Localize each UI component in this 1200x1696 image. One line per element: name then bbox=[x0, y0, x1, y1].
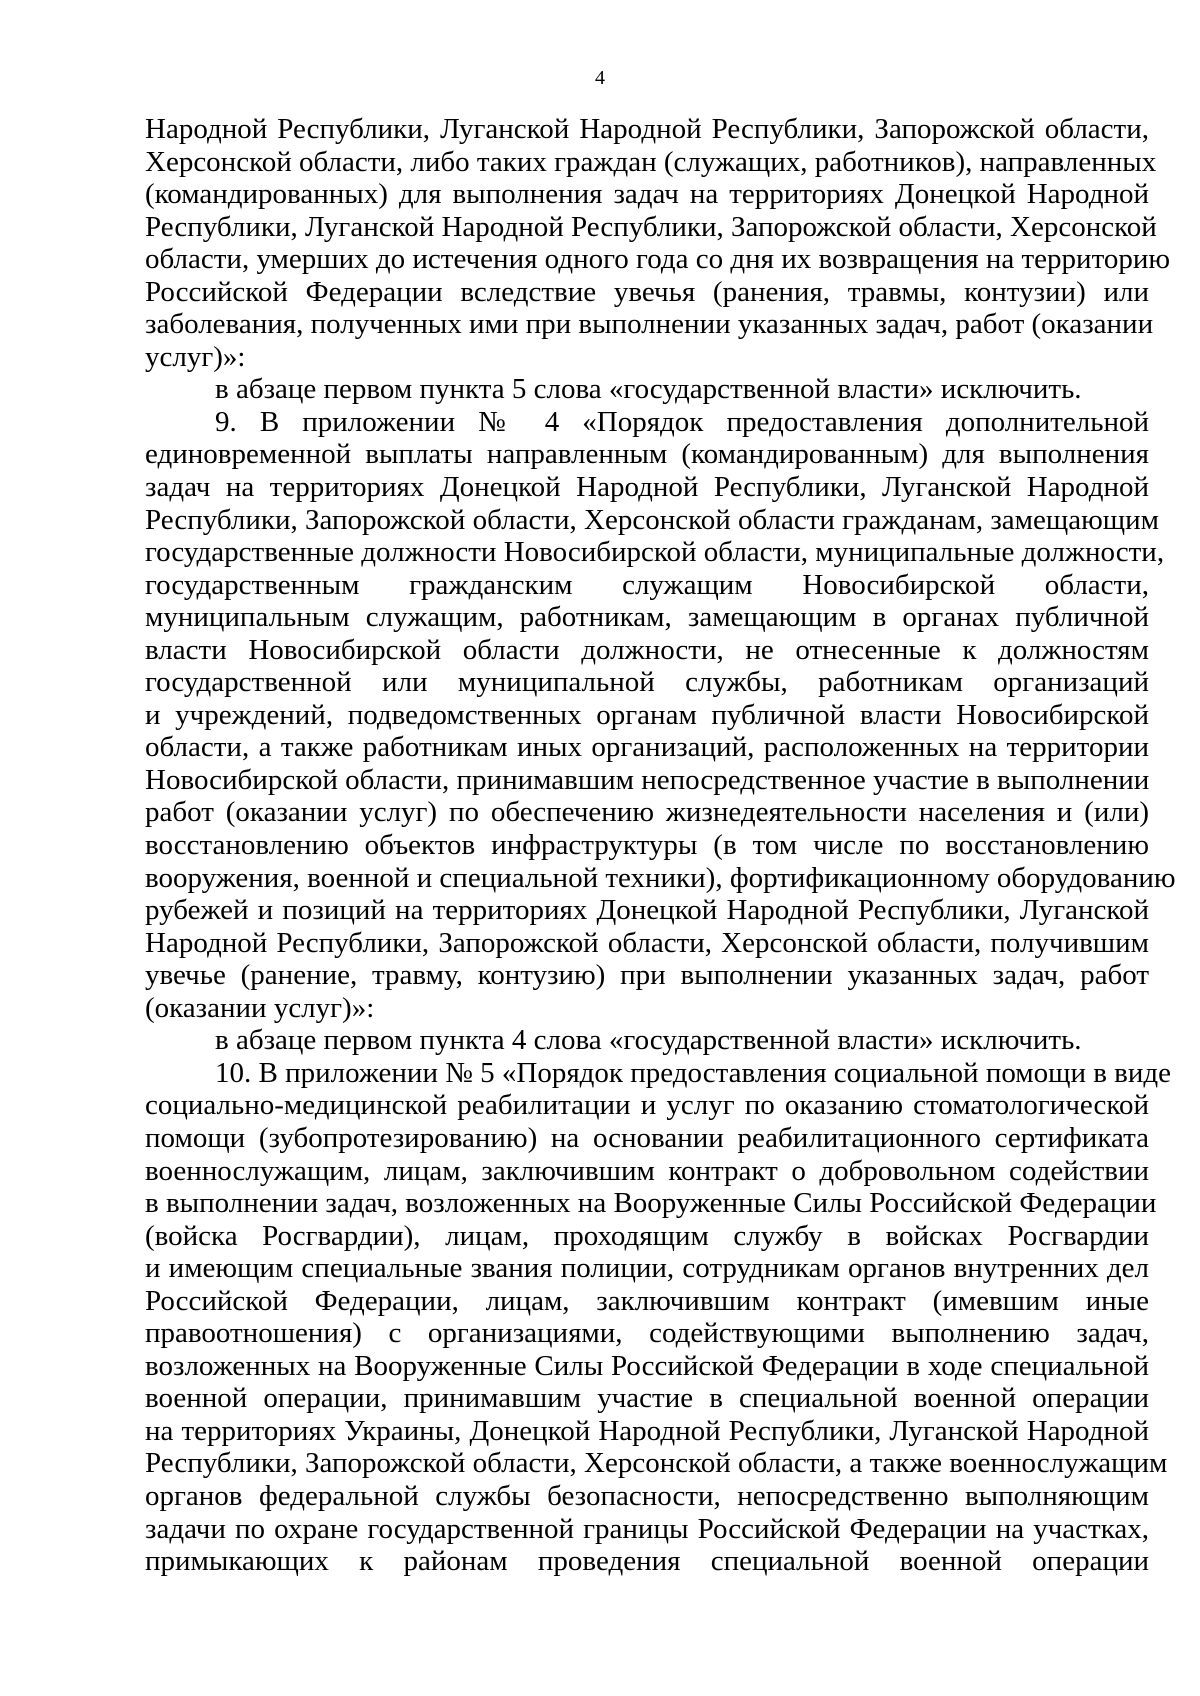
text-line: Народной Республики, Луганской Народной Республики, Запорожской области, bbox=[145, 113, 1149, 145]
text-line: 10. В приложении № 5 «Порядок предоставления социальной помощи в виде bbox=[215, 1056, 1172, 1089]
text-line: (войска Росгвардии), лицам, проходящим службу в войсках Росгвардии bbox=[145, 1219, 1149, 1252]
text-line: задачи по охране государственной границы Российской Федерации на участках, bbox=[145, 1512, 1149, 1545]
text-line: органов федеральной службы безопасности, непосредственно выполняющим bbox=[145, 1479, 1149, 1512]
text-line: и учреждений, подведомственных органам публичной власти Новосибирской bbox=[145, 698, 1149, 731]
text-line: увечье (ранение, травму, контузию) при выполнении указанных задач, работ bbox=[145, 959, 1149, 992]
text-line: помощи (зубопротезированию) на основании реабилитационного сертификата bbox=[145, 1121, 1149, 1154]
text-line: области, а также работникам иных организаций, расположенных на территории bbox=[145, 731, 1149, 764]
text-line: восстановлению объектов инфраструктуры (в том числе по восстановлению bbox=[145, 829, 1149, 862]
text-line: Республики, Луганской Народной Республики, Запорожской области, Херсонской bbox=[145, 210, 1157, 243]
page-number: 4 bbox=[595, 67, 605, 89]
text-line: государственные должности Новосибирской области, муниципальные должности, bbox=[145, 536, 1165, 569]
text-line: услуг)»: bbox=[145, 340, 246, 373]
text-line: рубежей и позиций на территориях Донецкой Народной Республики, Луганской bbox=[145, 894, 1149, 927]
text-line: (оказании услуг)»: bbox=[145, 991, 375, 1024]
text-line: задач на территориях Донецкой Народной Республики, Луганской Народной bbox=[145, 471, 1149, 504]
text-line: государственным гражданским служащим Новосибирской области, bbox=[145, 568, 1149, 601]
text-line: работ (оказании услуг) по обеспечению жизнедеятельности населения и (или) bbox=[145, 796, 1149, 829]
text-line: Херсонской области, либо таких граждан (служащих, работников), направленных bbox=[145, 145, 1157, 178]
text-line: 9. В приложении № 4 «Порядок предоставления дополнительной bbox=[215, 405, 1149, 438]
text-line: в абзаце первом пункта 4 слова «государственной власти» исключить. bbox=[215, 1024, 1082, 1057]
text-line: правоотношения) с организациями, содействующими выполнению задач, bbox=[145, 1317, 1149, 1350]
text-line: Новосибирской области, принимавшим непосредственное участие в выполнении bbox=[145, 763, 1150, 796]
text-line: и имеющим специальные звания полиции, сотрудникам органов внутренних дел bbox=[145, 1252, 1149, 1285]
text-line: единовременной выплаты направленным (командированным) для выполнения bbox=[145, 438, 1149, 471]
text-line: государственной или муниципальной службы, работникам организаций bbox=[145, 666, 1149, 699]
text-line: заболевания, полученных ими при выполнении указанных задач, работ (оказании bbox=[145, 308, 1154, 341]
text-line: Республики, Запорожской области, Херсонской области гражданам, замещающим bbox=[145, 503, 1159, 536]
text-line: примыкающих к районам проведения специальной военной операции bbox=[145, 1545, 1149, 1578]
text-line: (командированных) для выполнения задач на территориях Донецкой Народной bbox=[145, 178, 1149, 211]
document-body-text bbox=[145, 113, 1176, 1578]
text-line: вооружения, военной и специальной техники), фортификационному оборудованию bbox=[145, 861, 1176, 894]
text-line: военнослужащим, лицам, заключившим контракт о добровольном содействии bbox=[145, 1154, 1149, 1187]
text-line: Республики, Запорожской области, Херсонской области, а также военнослужащим bbox=[145, 1447, 1168, 1480]
text-line: Народной Республики, Запорожской области, Херсонской области, получившим bbox=[145, 926, 1149, 959]
text-line: в выполнении задач, возложенных на Вооруженные Силы Российской Федерации bbox=[145, 1187, 1157, 1220]
text-line: власти Новосибирской области должности, не отнесенные к должностям bbox=[145, 633, 1149, 666]
text-line: муниципальным служащим, работникам, замещающим в органах публичной bbox=[145, 601, 1149, 634]
text-line: в абзаце первом пункта 5 слова «государственной власти» исключить. bbox=[215, 373, 1082, 406]
text-line: социально-медицинской реабилитации и услуг по оказанию стоматологической bbox=[145, 1089, 1149, 1122]
text-line: возложенных на Вооруженные Силы Российской Федерации в ходе специальной bbox=[145, 1349, 1149, 1382]
text-line: Российской Федерации, лицам, заключившим контракт (имевшим иные bbox=[145, 1284, 1149, 1317]
text-line: военной операции, принимавшим участие в специальной военной операции bbox=[145, 1382, 1149, 1415]
text-line: на территориях Украины, Донецкой Народной Республики, Луганской Народной bbox=[145, 1414, 1149, 1447]
text-line: Российской Федерации вследствие увечья (ранения, травмы, контузии) или bbox=[145, 275, 1149, 308]
text-line: области, умерших до истечения одного года со дня их возвращения на территорию bbox=[145, 243, 1171, 276]
